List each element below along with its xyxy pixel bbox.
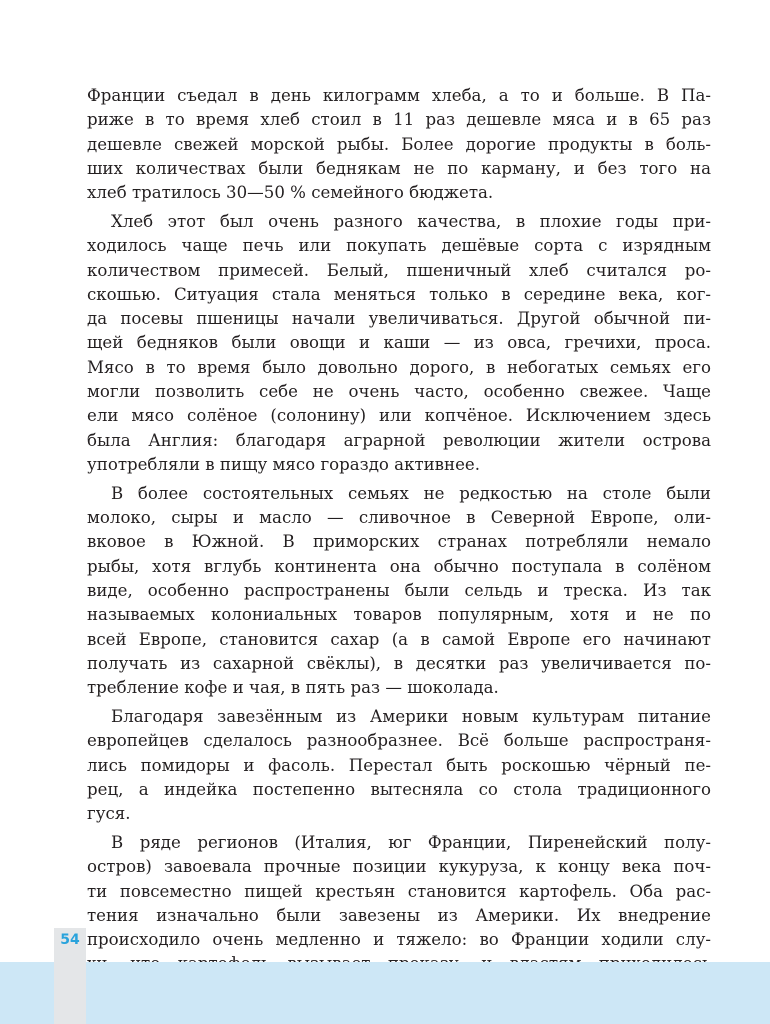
paragraph-3	[87, 482, 711, 701]
main-text-column	[87, 84, 711, 1005]
text-line: Хлеб этот был очень разного качества, в плохие годы при-	[111, 211, 711, 231]
text-line: называемых колониальных товаров популярным, хотя и не по	[87, 605, 711, 625]
text-line: тения изначально были завезены из Америки. Их внедрение	[87, 905, 711, 925]
page-number: 54	[60, 932, 80, 948]
paragraph-4	[87, 705, 711, 826]
text-line: ших количествах были беднякам не по карману, и без того на	[87, 158, 711, 178]
footer-band	[0, 962, 770, 1024]
text-line: Мясо в то время было довольно дорого, в небогатых семьях его	[87, 357, 711, 377]
text-line: Благодаря завезённым из Америки новым культурам питание	[111, 706, 711, 726]
text-line: количеством примесей. Белый, пшеничный хлеб считался ро-	[87, 260, 711, 280]
text-line: Франции съедал в день килограмм хлеба, а то и больше. В Па-	[87, 86, 711, 105]
text-line: вковое в Южной. В приморских странах потребляли немало	[87, 532, 711, 552]
paragraph-2	[87, 210, 711, 477]
text-line: могли позволить себе не очень часто, особенно свежее. Чаще	[87, 382, 711, 402]
text-line: скошью. Ситуация стала меняться только в середине века, ког-	[87, 284, 711, 304]
text-line: ходилось чаще печь или покупать дешёвые сорта с изрядным	[87, 236, 711, 256]
text-line: щей бедняков были овощи и каши — из овса, гречихи, проса.	[87, 333, 711, 353]
text-line: остров) завоевала прочные позиции кукуруза, к концу века поч-	[87, 857, 711, 877]
paragraph-1	[87, 84, 711, 205]
text-line: ели мясо солёное (солонину) или копчёное. Исключением здесь	[87, 406, 711, 426]
text-line: рец, а индейка постепенно вытесняла со стола традиционного	[87, 779, 711, 799]
text-line: виде, особенно распространены были сельдь и треска. Из так	[87, 580, 711, 600]
text-line: риже в то время хлеб стоил в 11 раз дешевле мяса и в 65 раз	[87, 110, 711, 130]
text-line: гуся.	[87, 804, 131, 824]
text-line: получать из сахарной свёклы), в десятки раз увеличивается по-	[87, 653, 711, 673]
text-line: дешевле свежей морской рыбы. Более дорогие продукты в боль-	[87, 134, 711, 154]
text-line: всей Европе, становится сахар (а в самой Европе его начинают	[87, 629, 711, 649]
text-line: была Англия: благодаря аграрной революции жители острова	[87, 430, 711, 450]
text-line: молоко, сыры и масло — сливочное в Северной Европе, оли-	[87, 508, 711, 528]
text-line: происходило очень медленно и тяжело: во Франции ходили слу-	[87, 930, 711, 950]
text-line: употребляли в пищу мясо гораздо активнее.	[87, 454, 480, 474]
text-line: хлеб тратилось 30—50 % семейного бюджета.	[87, 183, 494, 203]
text-line: рыбы, хотя вглубь континента она обычно поступала в солёном	[87, 556, 711, 576]
text-line: ти повсеместно пищей крестьян становится картофель. Оба рас-	[87, 881, 711, 901]
text-line: лись помидоры и фасоль. Перестал быть роскошью чёрный пе-	[87, 755, 711, 775]
text-line: да посевы пшеницы начали увеличиваться. Другой обычной пи-	[87, 309, 711, 329]
text-line: В более состоятельных семьях не редкостью на столе были	[111, 483, 711, 503]
text-line: требление кофе и чая, в пять раз — шоколада.	[87, 678, 499, 698]
text-line: европейцев сделалось разнообразнее. Всё больше распространя-	[87, 731, 711, 751]
text-line: В ряде регионов (Италия, юг Франции, Пиренейский полу-	[111, 832, 711, 852]
